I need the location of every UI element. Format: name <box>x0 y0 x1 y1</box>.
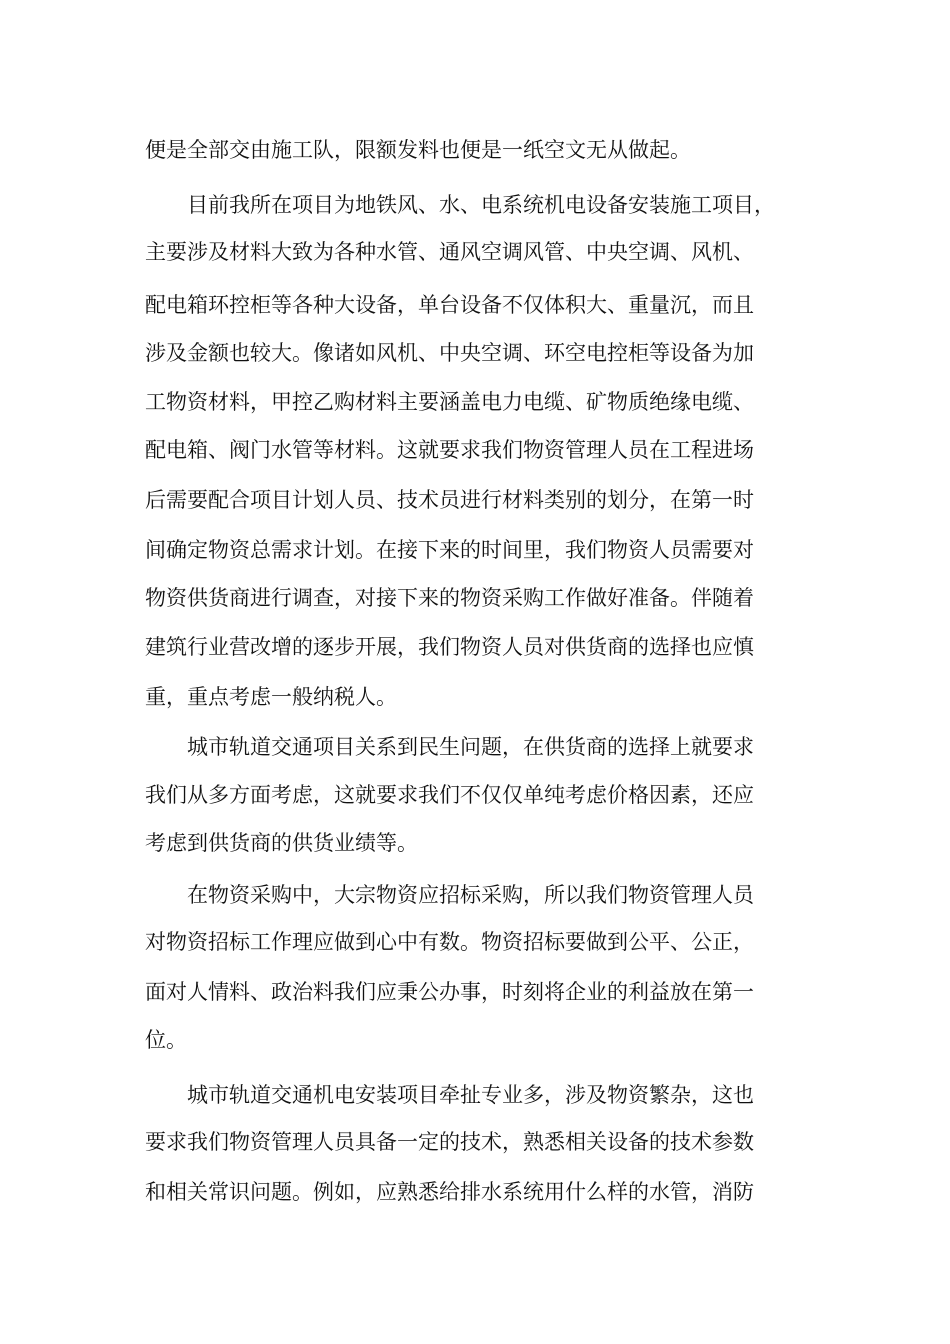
text-line: 我们从多方面考虑，这就要求我们不仅仅单纯考虑价格因素，还应 <box>145 783 754 807</box>
text-line: 配电箱环控柜等各种大设备，单台设备不仅体积大、重量沉，而且 <box>145 293 754 317</box>
text-line: 建筑行业营改增的逐步开展，我们物资人员对供货商的选择也应慎 <box>145 635 754 659</box>
text-line: 位。 <box>145 1028 187 1052</box>
text-line: 涉及金额也较大。像诸如风机、中央空调、环空电控柜等设备为加 <box>145 341 754 365</box>
text-line: 对物资招标工作理应做到心中有数。物资招标要做到公平、公正， <box>145 930 754 954</box>
text-line: 便是全部交由施工队，限额发料也便是一纸空文无从做起。 <box>145 138 691 162</box>
text-line: 和相关常识问题。例如，应熟悉给排水系统用什么样的水管，消防 <box>145 1180 754 1204</box>
text-line: 考虑到供货商的供货业绩等。 <box>145 831 418 855</box>
text-line: 重，重点考虑一般纳税人。 <box>145 685 397 709</box>
text-line: 后需要配合项目计划人员、技术员进行材料类别的划分，在第一时 <box>145 488 754 512</box>
text-line: 要求我们物资管理人员具备一定的技术，熟悉相关设备的技术参数 <box>145 1130 754 1154</box>
text-line: 工物资材料，甲控乙购材料主要涵盖电力电缆、矿物质绝缘电缆、 <box>145 390 754 414</box>
text-line: 配电箱、阀门水管等材料。这就要求我们物资管理人员在工程进场 <box>145 438 754 462</box>
text-line: 主要涉及材料大致为各种水管、通风空调风管、中央空调、风机、 <box>145 240 754 264</box>
text-line: 物资供货商进行调查，对接下来的物资采购工作做好准备。伴随着 <box>145 586 754 610</box>
paragraph-first-line: 城市轨道交通项目关系到民生问题，在供货商的选择上就要求 <box>187 735 754 759</box>
text-line: 面对人情料、政治料我们应秉公办事，时刻将企业的利益放在第一 <box>145 980 754 1004</box>
text-line: 间确定物资总需求计划。在接下来的时间里，我们物资人员需要对 <box>145 538 754 562</box>
paragraph-first-line: 城市轨道交通机电安装项目牵扯专业多，涉及物资繁杂，这也 <box>187 1083 754 1107</box>
paragraph-first-line: 在物资采购中，大宗物资应招标采购，所以我们物资管理人员 <box>187 883 754 907</box>
paragraph-first-line: 目前我所在项目为地铁风、水、电系统机电设备安装施工项目， <box>187 193 775 217</box>
